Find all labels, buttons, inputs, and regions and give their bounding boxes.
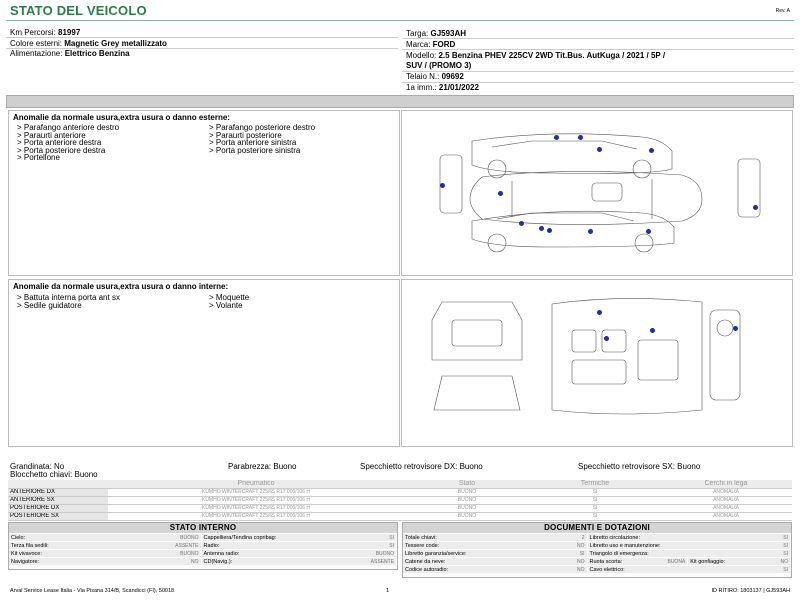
tyre-rims: ANOMALIA xyxy=(660,504,792,512)
documents-title: DOCUMENTI E DOTAZIONI xyxy=(403,523,791,533)
header-divider xyxy=(6,20,794,21)
table-row xyxy=(8,504,792,512)
revision-label: Rev. A xyxy=(775,8,790,14)
doc-cell xyxy=(588,558,688,565)
external-damage-list-1 xyxy=(17,124,119,162)
doc-value: SI xyxy=(783,567,788,573)
tyre-state: BUONO xyxy=(404,512,530,520)
row-divider xyxy=(402,38,794,39)
km-row: Km Percorsi: 81997 xyxy=(10,28,81,37)
damage-marker xyxy=(440,183,445,188)
internal-diagram-panel xyxy=(401,279,793,447)
doc-value: 2 xyxy=(581,535,585,541)
car-side-bottom-outline xyxy=(472,211,674,247)
damage-marker xyxy=(554,135,559,140)
table-row xyxy=(403,533,791,541)
list-item: > Volante xyxy=(209,300,243,310)
model-row: Modello: 2.5 Benzina PHEV 225CV 2WD Tit.Bus. AutKuga / 2021 / 5P / xyxy=(406,51,666,60)
tyre-position: POSTERIORE SX xyxy=(8,512,108,520)
table-row xyxy=(403,541,791,549)
state-label: Terza fila sedili: xyxy=(11,543,49,549)
tyre-state: BUONO xyxy=(404,488,530,496)
doc-value: SI xyxy=(783,551,788,557)
list-item: > Porta anteriore destra xyxy=(17,138,102,147)
tyre-winter: SI xyxy=(530,512,660,520)
doc-cell xyxy=(403,542,587,549)
doc-cell xyxy=(403,566,587,573)
interior-rear-view xyxy=(432,302,522,360)
list-item: > Battuta interna porta ant sx xyxy=(17,293,120,302)
header-cell xyxy=(8,480,108,488)
doc-cell xyxy=(588,534,790,541)
doc-value: SI xyxy=(783,535,788,541)
tyre-model: KUMHO WINTERCRAFT 225/65 R17 000/106 H xyxy=(108,512,404,520)
state-value: SI xyxy=(389,535,394,541)
tyre-winter: SI xyxy=(530,488,660,496)
tyre-rims: ANOMALIA xyxy=(660,512,792,520)
doc-label: Triangolo di emergenza: xyxy=(589,551,649,557)
external-damage-title: Anomalie da normale usura,extra usura o danno esterne: xyxy=(13,113,230,122)
damage-marker xyxy=(539,226,544,231)
state-label: Kit vivavoce: xyxy=(11,551,42,557)
damage-marker xyxy=(646,229,651,234)
header-cell: Cerchi in lega xyxy=(660,480,792,488)
damage-marker xyxy=(604,336,609,341)
row-divider xyxy=(402,49,794,50)
interior-front-view xyxy=(434,376,520,410)
internal-damage-title: Anomalie da normale usura,extra usura o danno interne: xyxy=(13,282,229,291)
state-cell xyxy=(202,558,397,565)
state-cell xyxy=(202,534,397,541)
tyre-position: POSTERIORE DX xyxy=(8,504,108,512)
windshield-status: Parabrezza: Buono xyxy=(228,462,297,471)
state-value: BUONO xyxy=(180,535,199,541)
tyre-winter: SI xyxy=(530,496,660,504)
header-cell: Termiche xyxy=(530,480,660,488)
state-value: ASSENTE xyxy=(370,559,394,565)
damage-marker xyxy=(733,326,738,331)
damage-marker xyxy=(649,148,654,153)
mirror-sx-status: Specchietto retrovisore SX: Buono xyxy=(578,462,701,471)
damage-marker xyxy=(650,328,655,333)
damage-marker xyxy=(498,191,503,196)
header-cell: Stato xyxy=(404,480,530,488)
state-cell xyxy=(202,542,397,549)
page-title: STATO DEL VEICOLO xyxy=(10,3,147,18)
tyre-position: ANTERIORE SX xyxy=(8,496,108,504)
damage-marker xyxy=(597,147,602,152)
external-damage-list-2 xyxy=(209,124,315,154)
list-item: > Moquette xyxy=(209,293,250,302)
table-header xyxy=(8,480,792,488)
doc-cell xyxy=(403,550,587,557)
state-label: CD(Navig.): xyxy=(203,559,233,565)
tyre-winter: SI xyxy=(530,504,660,512)
tyre-rims: ANOMALIA xyxy=(660,496,792,504)
car-side-top-outline xyxy=(472,134,672,174)
chassis-row: Telaio N.: 09692 xyxy=(406,72,464,81)
internal-damage-list-2 xyxy=(209,294,249,309)
state-label: Radio: xyxy=(203,543,220,549)
tyre-position: ANTERIORE DX xyxy=(8,488,108,496)
internal-damage-list-1 xyxy=(17,294,120,309)
list-item: > Porta posteriore sinistra xyxy=(209,145,301,155)
doc-cell xyxy=(688,558,790,565)
list-item: > Portellone xyxy=(17,153,60,162)
damage-marker xyxy=(753,205,758,210)
interior-top-view xyxy=(552,298,702,414)
state-value: SI xyxy=(389,543,394,549)
registration-row: 1a imm.: 21/01/2022 xyxy=(406,83,479,92)
external-damage-panel xyxy=(8,110,400,276)
table-row xyxy=(9,533,397,541)
table-row xyxy=(9,549,397,557)
table-row xyxy=(403,549,791,557)
section-band xyxy=(6,95,794,108)
doc-cell xyxy=(588,542,790,549)
doc-value: NO xyxy=(577,567,585,573)
doc-label: Ruota scorta: xyxy=(589,559,623,565)
car-interior-diagram xyxy=(402,280,794,448)
doc-label: Codice autoradio: xyxy=(405,567,449,573)
doc-label: Cavo elettrico: xyxy=(589,567,625,573)
doc-value: NO xyxy=(577,559,585,565)
damage-marker xyxy=(588,229,593,234)
table-row xyxy=(9,557,397,565)
internal-state-section xyxy=(8,522,398,570)
doc-label: Kit gonfiaggio: xyxy=(690,559,726,565)
model-row-cont: SUV / (PROMO 3) xyxy=(406,61,472,70)
table-row xyxy=(403,565,791,573)
state-label: Navigatore: xyxy=(11,559,40,565)
tyre-state: BUONO xyxy=(404,504,530,512)
damage-marker xyxy=(519,221,524,226)
doc-value: BUONA xyxy=(667,559,686,565)
internal-state-title: STATO INTERNO xyxy=(9,523,397,533)
state-value: NO xyxy=(191,559,199,565)
list-item: > Parafango anteriore destro xyxy=(17,123,120,132)
doc-label: Libretto circolazione: xyxy=(589,535,640,541)
doc-value: NO xyxy=(780,559,788,565)
tyre-state: BUONO xyxy=(404,496,530,504)
external-diagram-panel xyxy=(401,110,793,276)
row-divider xyxy=(6,37,398,38)
damage-marker xyxy=(547,228,552,233)
doc-label: Libretto garanzia/service: xyxy=(405,551,467,557)
state-label: Cappelliera/Tendina copribag: xyxy=(203,535,277,541)
doc-value: SI xyxy=(579,551,585,557)
list-item: > Porta anteriore sinistra xyxy=(209,138,297,147)
state-label: Cielo: xyxy=(11,535,26,541)
state-value: BUONO xyxy=(180,551,199,557)
color-row: Colore esterni: Magnetic Grey metallizzato xyxy=(10,39,167,48)
doc-label: Tessere code: xyxy=(405,543,440,549)
tyre-model: KUMHO WINTERCRAFT 225/65 R17 000/106 H xyxy=(108,504,404,512)
table-row xyxy=(8,488,792,496)
table-row xyxy=(8,496,792,504)
doc-label: Catene da neve: xyxy=(405,559,446,565)
header-cell: Pneumatico xyxy=(108,480,404,488)
state-cell xyxy=(9,534,201,541)
footer-company: Arval Service Lease Italia - Via Pisana 314/B, Scandicci (FI), 50018 xyxy=(10,588,175,594)
doc-cell xyxy=(403,558,587,565)
state-cell xyxy=(202,550,397,557)
state-cell xyxy=(9,550,201,557)
plate-row: Targa: GJ593AH xyxy=(406,29,467,38)
interior-seat-view xyxy=(710,310,740,400)
doc-cell xyxy=(403,534,587,541)
documents-section xyxy=(402,522,792,578)
list-item: > Paraurti anteriore xyxy=(17,130,86,140)
key-block-status: Blocchetto chiavi: Buono xyxy=(10,470,98,479)
car-exterior-diagram xyxy=(402,111,794,277)
hail-status: Grandinata: No xyxy=(10,462,65,471)
doc-cell xyxy=(588,566,790,573)
tyres-table xyxy=(8,480,792,521)
list-item: > Sedile guidatore xyxy=(17,300,82,310)
doc-label: Totale chiavi: xyxy=(405,535,437,541)
state-value: ASSENTE xyxy=(175,543,199,549)
state-label: Antenna radio: xyxy=(203,551,240,557)
doc-value: SI xyxy=(783,543,788,549)
state-cell xyxy=(9,542,201,549)
list-item: > Paraurti posteriore xyxy=(209,130,282,140)
footer-id: ID RITIRO: 1803137 | GJ593AH xyxy=(711,588,790,594)
state-value: BUONO xyxy=(375,551,394,557)
tyre-rims: ANOMALIA xyxy=(660,488,792,496)
tyre-model: KUMHO WINTERCRAFT 225/65 R17 000/106 H xyxy=(108,488,404,496)
brand-row: Marca: FORD xyxy=(406,40,456,49)
tyre-model: KUMHO WINTERCRAFT 225/65 R17 000/106 H xyxy=(108,496,404,504)
car-roof-outline xyxy=(470,171,702,224)
doc-value: NO xyxy=(577,543,585,549)
damage-marker xyxy=(578,135,583,140)
table-row xyxy=(9,541,397,549)
page-number: 1 xyxy=(386,588,390,594)
damage-marker xyxy=(597,310,602,315)
fuel-row: Alimentazione: Elettrico Benzina xyxy=(10,49,130,58)
table-row xyxy=(403,557,791,565)
list-item: > Porta posteriore destra xyxy=(17,145,106,155)
list-item: > Parafango posteriore destro xyxy=(209,123,316,132)
doc-cell xyxy=(588,550,790,557)
state-cell xyxy=(9,558,201,565)
doc-label: Libretto uso e manutenzione: xyxy=(589,543,661,549)
internal-damage-panel xyxy=(8,279,400,447)
mirror-dx-status: Specchietto retrovisore DX: Buono xyxy=(360,462,483,471)
table-row xyxy=(8,512,792,520)
